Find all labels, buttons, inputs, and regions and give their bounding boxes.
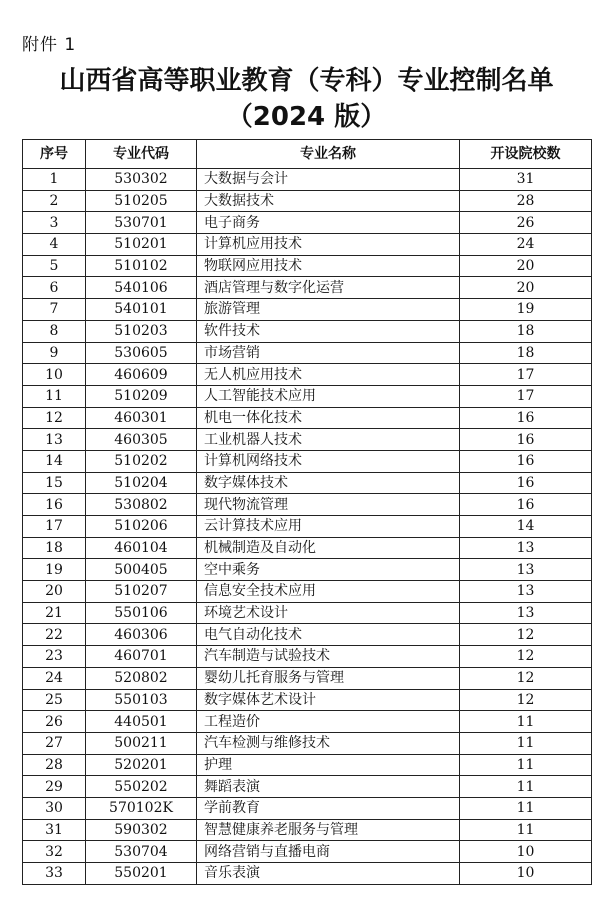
header-serial-number: 序号: [23, 140, 86, 169]
cell-serial-number: 31: [23, 819, 86, 841]
table-row: [23, 234, 592, 256]
cell-school-count: 12: [460, 646, 592, 668]
cell-serial-number: 7: [23, 299, 86, 321]
table-header-row: [23, 140, 592, 169]
cell-serial-number: 25: [23, 689, 86, 711]
cell-serial-number: 30: [23, 797, 86, 819]
cell-major-code: 460104: [86, 537, 197, 559]
cell-major-name: 网络营销与直播电商: [197, 841, 460, 863]
cell-school-count: 16: [460, 429, 592, 451]
attachment-label: 附件 1: [22, 35, 77, 55]
cell-serial-number: 22: [23, 624, 86, 646]
cell-school-count: 11: [460, 819, 592, 841]
cell-serial-number: 18: [23, 537, 86, 559]
cell-major-code: 540106: [86, 277, 197, 299]
cell-school-count: 14: [460, 516, 592, 538]
cell-major-name: 工业机器人技术: [197, 429, 460, 451]
cell-school-count: 20: [460, 255, 592, 277]
document-title: 山西省高等职业教育（专科）专业控制名单: [59, 66, 554, 96]
cell-school-count: 11: [460, 754, 592, 776]
cell-school-count: 19: [460, 299, 592, 321]
document-subtitle-edition: （2024 版）: [226, 102, 387, 132]
table-row: [23, 732, 592, 754]
cell-major-name: 汽车制造与试验技术: [197, 646, 460, 668]
cell-major-code: 510102: [86, 255, 197, 277]
table-row: [23, 472, 592, 494]
cell-school-count: 12: [460, 624, 592, 646]
cell-school-count: 12: [460, 667, 592, 689]
cell-major-code: 460306: [86, 624, 197, 646]
cell-major-code: 530302: [86, 169, 197, 191]
table-row: [23, 581, 592, 603]
cell-serial-number: 28: [23, 754, 86, 776]
cell-major-code: 510204: [86, 472, 197, 494]
header-major-name: 专业名称: [197, 140, 460, 169]
table-row: [23, 776, 592, 798]
cell-serial-number: 16: [23, 494, 86, 516]
cell-major-code: 520802: [86, 667, 197, 689]
cell-school-count: 18: [460, 342, 592, 364]
table-row: [23, 494, 592, 516]
cell-major-code: 510207: [86, 581, 197, 603]
cell-major-name: 现代物流管理: [197, 494, 460, 516]
cell-serial-number: 29: [23, 776, 86, 798]
cell-major-name: 软件技术: [197, 320, 460, 342]
cell-school-count: 13: [460, 537, 592, 559]
cell-school-count: 12: [460, 689, 592, 711]
cell-school-count: 11: [460, 711, 592, 733]
table-row: [23, 342, 592, 364]
cell-major-code: 540101: [86, 299, 197, 321]
table-row: [23, 711, 592, 733]
cell-serial-number: 13: [23, 429, 86, 451]
cell-serial-number: 12: [23, 407, 86, 429]
table-row: [23, 646, 592, 668]
cell-serial-number: 5: [23, 255, 86, 277]
table-row: [23, 429, 592, 451]
table-row: [23, 754, 592, 776]
table-row: [23, 255, 592, 277]
cell-major-code: 530605: [86, 342, 197, 364]
cell-school-count: 16: [460, 450, 592, 472]
cell-serial-number: 8: [23, 320, 86, 342]
cell-serial-number: 33: [23, 863, 86, 885]
cell-serial-number: 21: [23, 602, 86, 624]
cell-major-code: 460701: [86, 646, 197, 668]
cell-school-count: 11: [460, 732, 592, 754]
table-row: [23, 689, 592, 711]
cell-major-code: 530802: [86, 494, 197, 516]
cell-major-code: 510203: [86, 320, 197, 342]
cell-school-count: 26: [460, 212, 592, 234]
cell-major-name: 云计算技术应用: [197, 516, 460, 538]
cell-major-name: 市场营销: [197, 342, 460, 364]
table-row: [23, 516, 592, 538]
cell-school-count: 28: [460, 190, 592, 212]
cell-major-name: 工程造价: [197, 711, 460, 733]
cell-school-count: 24: [460, 234, 592, 256]
cell-serial-number: 14: [23, 450, 86, 472]
table-row: [23, 537, 592, 559]
cell-major-code: 510209: [86, 385, 197, 407]
cell-major-name: 酒店管理与数字化运营: [197, 277, 460, 299]
cell-school-count: 11: [460, 776, 592, 798]
cell-major-code: 520201: [86, 754, 197, 776]
cell-major-code: 510202: [86, 450, 197, 472]
cell-major-code: 500211: [86, 732, 197, 754]
cell-major-code: 590302: [86, 819, 197, 841]
major-control-table: [22, 139, 592, 885]
cell-serial-number: 24: [23, 667, 86, 689]
cell-school-count: 13: [460, 559, 592, 581]
cell-school-count: 20: [460, 277, 592, 299]
cell-school-count: 16: [460, 472, 592, 494]
table-row: [23, 407, 592, 429]
cell-major-name: 舞蹈表演: [197, 776, 460, 798]
cell-major-name: 环境艺术设计: [197, 602, 460, 624]
cell-school-count: 18: [460, 320, 592, 342]
cell-major-name: 信息安全技术应用: [197, 581, 460, 603]
cell-serial-number: 1: [23, 169, 86, 191]
cell-school-count: 16: [460, 407, 592, 429]
cell-major-name: 机械制造及自动化: [197, 537, 460, 559]
cell-major-name: 汽车检测与维修技术: [197, 732, 460, 754]
cell-serial-number: 9: [23, 342, 86, 364]
table-row: [23, 667, 592, 689]
table-row: [23, 863, 592, 885]
cell-school-count: 10: [460, 863, 592, 885]
table-row: [23, 797, 592, 819]
cell-major-name: 电子商务: [197, 212, 460, 234]
table-row: [23, 190, 592, 212]
cell-serial-number: 19: [23, 559, 86, 581]
cell-major-code: 530704: [86, 841, 197, 863]
cell-major-code: 550103: [86, 689, 197, 711]
cell-major-name: 音乐表演: [197, 863, 460, 885]
header-school-count: 开设院校数: [460, 140, 592, 169]
cell-major-code: 510201: [86, 234, 197, 256]
cell-serial-number: 26: [23, 711, 86, 733]
table-row: [23, 450, 592, 472]
cell-school-count: 17: [460, 385, 592, 407]
cell-major-code: 530701: [86, 212, 197, 234]
table-row: [23, 385, 592, 407]
cell-serial-number: 17: [23, 516, 86, 538]
cell-major-name: 空中乘务: [197, 559, 460, 581]
cell-major-code: 500405: [86, 559, 197, 581]
cell-school-count: 16: [460, 494, 592, 516]
cell-serial-number: 11: [23, 385, 86, 407]
cell-serial-number: 32: [23, 841, 86, 863]
cell-major-name: 学前教育: [197, 797, 460, 819]
table-row: [23, 320, 592, 342]
cell-serial-number: 4: [23, 234, 86, 256]
cell-serial-number: 15: [23, 472, 86, 494]
table-row: [23, 602, 592, 624]
cell-major-name: 数字媒体技术: [197, 472, 460, 494]
cell-school-count: 13: [460, 602, 592, 624]
table-row: [23, 212, 592, 234]
table-body: [23, 169, 592, 885]
cell-serial-number: 20: [23, 581, 86, 603]
table-row: [23, 169, 592, 191]
cell-major-code: 510205: [86, 190, 197, 212]
cell-serial-number: 23: [23, 646, 86, 668]
cell-major-name: 计算机网络技术: [197, 450, 460, 472]
header-major-code: 专业代码: [86, 140, 197, 169]
cell-school-count: 13: [460, 581, 592, 603]
cell-school-count: 10: [460, 841, 592, 863]
cell-major-code: 550106: [86, 602, 197, 624]
table-row: [23, 364, 592, 386]
cell-major-name: 机电一体化技术: [197, 407, 460, 429]
cell-major-name: 电气自动化技术: [197, 624, 460, 646]
cell-major-code: 550201: [86, 863, 197, 885]
cell-major-code: 460301: [86, 407, 197, 429]
table-row: [23, 624, 592, 646]
table-row: [23, 819, 592, 841]
cell-school-count: 31: [460, 169, 592, 191]
cell-school-count: 17: [460, 364, 592, 386]
table-row: [23, 299, 592, 321]
cell-major-name: 护理: [197, 754, 460, 776]
table-row: [23, 841, 592, 863]
cell-serial-number: 6: [23, 277, 86, 299]
cell-major-name: 大数据与会计: [197, 169, 460, 191]
cell-major-name: 物联网应用技术: [197, 255, 460, 277]
cell-major-name: 大数据技术: [197, 190, 460, 212]
cell-major-name: 无人机应用技术: [197, 364, 460, 386]
cell-major-name: 数字媒体艺术设计: [197, 689, 460, 711]
table-row: [23, 277, 592, 299]
table-row: [23, 559, 592, 581]
cell-school-count: 11: [460, 797, 592, 819]
cell-serial-number: 2: [23, 190, 86, 212]
cell-major-name: 人工智能技术应用: [197, 385, 460, 407]
cell-serial-number: 3: [23, 212, 86, 234]
cell-major-code: 570102K: [86, 797, 197, 819]
cell-major-name: 婴幼儿托育服务与管理: [197, 667, 460, 689]
cell-serial-number: 10: [23, 364, 86, 386]
cell-major-code: 460609: [86, 364, 197, 386]
cell-major-code: 510206: [86, 516, 197, 538]
cell-major-name: 计算机应用技术: [197, 234, 460, 256]
cell-serial-number: 27: [23, 732, 86, 754]
cell-major-code: 460305: [86, 429, 197, 451]
cell-major-code: 550202: [86, 776, 197, 798]
cell-major-code: 440501: [86, 711, 197, 733]
cell-major-name: 旅游管理: [197, 299, 460, 321]
cell-major-name: 智慧健康养老服务与管理: [197, 819, 460, 841]
